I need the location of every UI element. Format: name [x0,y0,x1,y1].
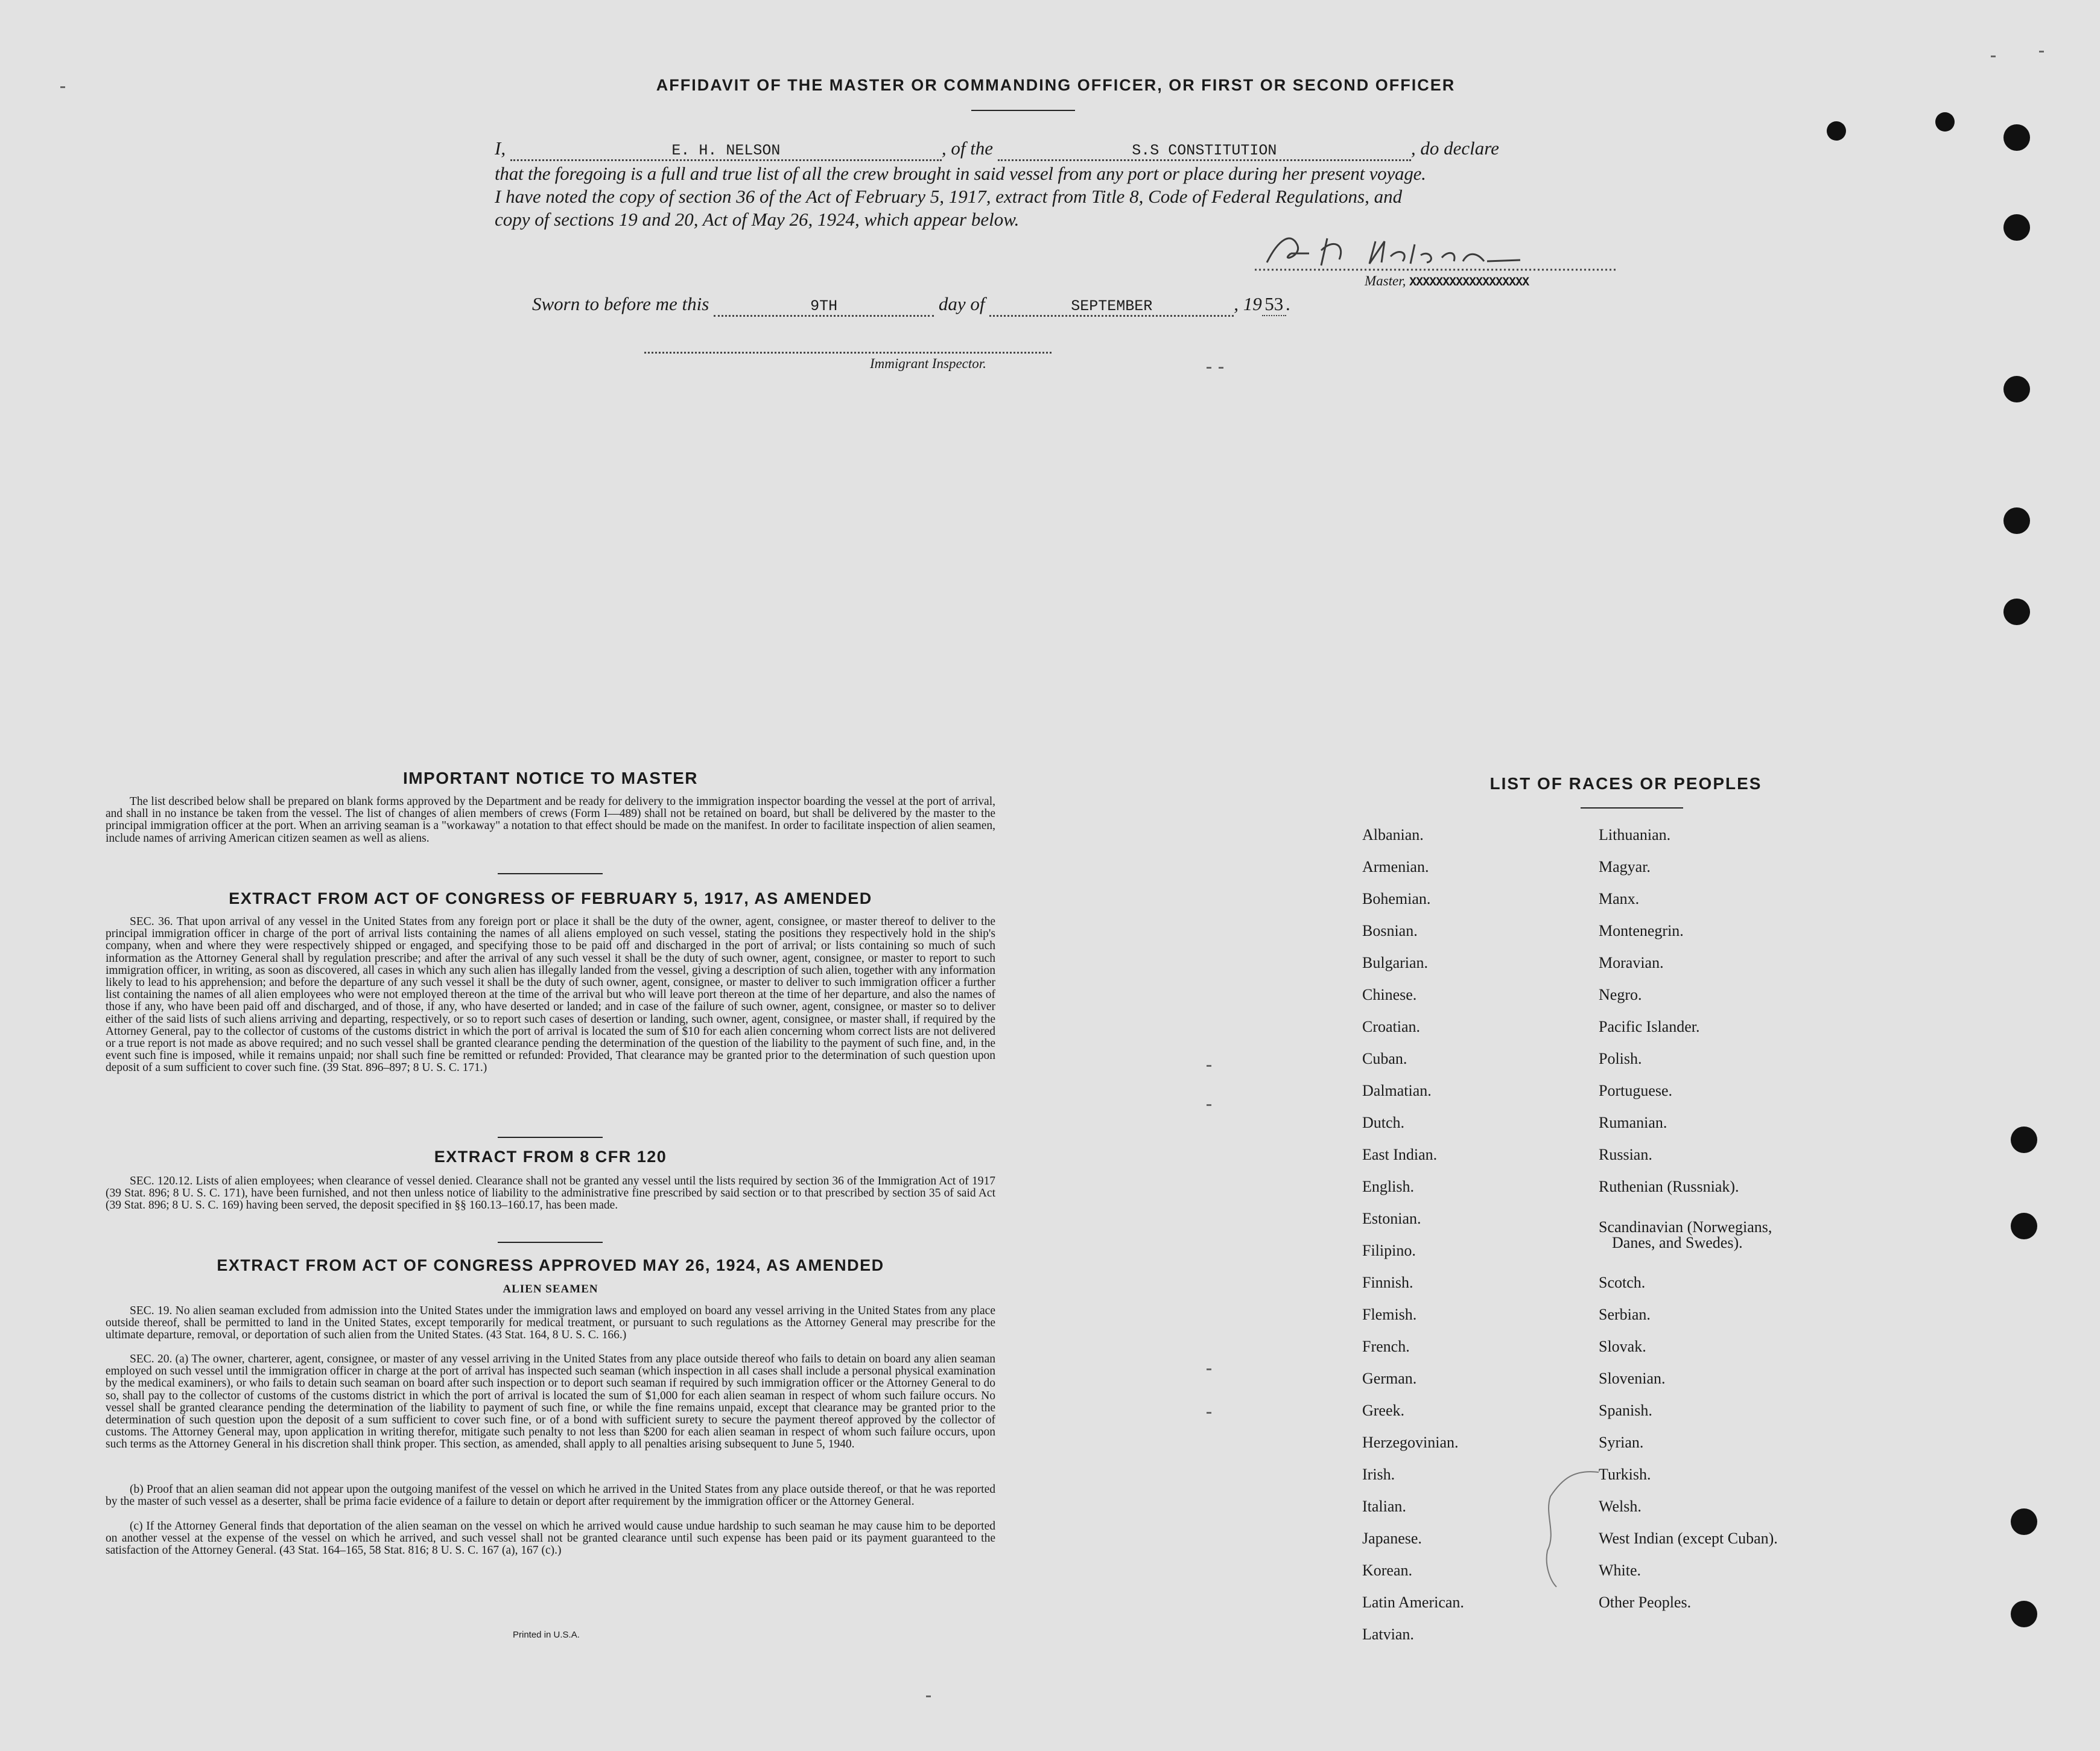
race-right-item: Negro. [1599,986,1642,1003]
race-left-item: Bohemian. [1362,890,1431,907]
binder-hole [2011,1601,2037,1627]
binder-hole [2003,214,2030,241]
speck [1207,367,1211,369]
printed-in-usa: Printed in U.S.A. [513,1630,580,1640]
extract-1924-sec19: SEC. 19. No alien seaman excluded from admission into the United States under the immigration laws and employed on board any vessel arriving in the United States from any place outside thereof, shall be permitted to land in the United States, except temporarily for medical treatment, or pursuant to such regulations as the Attorney General may prescribe for the ultimate departure, removal, or deportation of such alien from the United States. (43 Stat. 164, 8 U. S. C. 166.) [106,1305,995,1342]
race-left-item: German. [1362,1370,1417,1387]
race-left-item: Italian. [1362,1498,1406,1515]
race-left-item: Irish. [1362,1466,1395,1483]
race-right-item: Other Peoples. [1599,1594,1692,1611]
extract-cfr-rule [498,1242,603,1243]
speck [1207,1065,1211,1067]
race-right-item: Scandinavian (Norwegians, [1599,1218,1772,1236]
extract-1917-title: EXTRACT FROM ACT OF CONGRESS OF FEBRUARY 5, 1917, AS AMENDED [229,889,872,907]
race-right-item: Turkish. [1599,1466,1651,1483]
affidavit-i: I, [495,138,506,159]
race-right-item: Ruthenian (Russniak). [1599,1178,1739,1195]
of-the-label: , of the [941,138,994,159]
speck [60,86,65,88]
sworn-prefix: Sworn to before me this [532,293,709,314]
speck [1207,1104,1211,1106]
year-prefix: , 19 [1234,293,1262,314]
notice-rule [498,873,603,874]
race-left-item: Bosnian. [1362,922,1418,939]
race-left-item: Latvian. [1362,1625,1414,1643]
race-left-item: Japanese. [1362,1530,1422,1547]
speck [926,1695,931,1697]
extract-1917-body: SEC. 36. That upon arrival of any vessel in the United States from any foreign port or place it shall be the duty of the owner, agent, consignee, or master thereof to deliver to the principal immigration officer in charge of the port of arrival lists containing the names of all aliens employed on such vessel, stating the positions they respectively hold in the ship's company, when and where they were respectively shipped or engaged, and specifying those to be paid off and discharged in the port of arrival; or lists containing so much of such information as the Attorney General shall by regulation prescribe; and after the arrival of any such vessel it shall be the duty of such owner, agent, consignee, or master to report to such immigration officer, in writing, as soon as discovered, all cases in which any such alien has illegally landed from the vessel, giving a description of such alien, together with any information likely to lead to his apprehension; and before the departure of any such vessel it shall be the duty of such owner, agent, consignee, or master to deliver to such immigration officer a further list containing the names of all alien employees who were not employed thereon at the time of the arrival but who will leave port thereon at the time of her departure, and also the names of those if any, who have been paid off and discharged, and of those, if any, who have deserted or landed; and in case of the failure of such owner, agent, consignee, or master so to deliver either of the said lists of such aliens arriving and departing, respectively, or so to report such cases of desertion or landing, such owner, agent, consignee, or master shall, if required by the Attorney General, pay to the collector of customs of the customs district in which the port of arrival is located the sum of $10 for each alien concerning whom correct lists are not delivered or a true report is not made as above required; and no such vessel shall be granted clearance pending the determination of the question of the liability to the payment of such fine, and, in the event such fine is imposed, while it remains unpaid; nor shall such fine be remitted or refunded: Provided, That clearance may be granted prior to the determination of such question upon deposit of a sum sufficient to cover such fine. (39 Stat. 896–897; 8 U. S. C. 171.) [106,915,995,1075]
binder-hole [2003,599,2030,625]
race-right-item: Manx. [1599,890,1640,907]
race-left-item: French. [1362,1338,1410,1355]
sworn-month-field: SEPTEMBER [989,297,1234,317]
extract-1924-subtitle: ALIEN SEAMEN [503,1283,598,1295]
race-right-item: Moravian. [1599,954,1664,971]
race-right-item: White. [1599,1562,1642,1579]
race-right-item: Slovenian. [1599,1370,1666,1387]
affidavit-line-1 [495,138,1623,161]
race-right-item: West Indian (except Cuban). [1599,1530,1778,1547]
binder-hole [2011,1213,2037,1239]
race-left-item: East Indian. [1362,1146,1438,1163]
binder-hole [2003,507,2030,534]
race-left-item: Finnish. [1362,1274,1413,1291]
extract-cfr-title: EXTRACT FROM 8 CFR 120 [434,1148,667,1166]
races-rule [1581,807,1683,809]
sworn-line [532,293,1660,317]
race-left-item: Herzegovinian. [1362,1434,1459,1451]
race-right-item: Danes, and Swedes). [1612,1234,1743,1251]
master-signature [1255,226,1617,275]
affidavit-line-3: I have noted the copy of section 36 of the Act of February 5, 1917, extract from Title 8, Code of Federal Regulations, and [495,186,1403,207]
speck [1207,1412,1211,1414]
race-left-item: Dutch. [1362,1114,1405,1131]
binder-hole [2011,1508,2037,1535]
race-left-item: Albanian. [1362,826,1424,844]
title-rule [971,110,1075,111]
race-right-item: Polish. [1599,1050,1642,1067]
notice-body: The list described below shall be prepared on blank forms approved by the Department and be ready for delivery to the immigration inspector boarding the vessel at the port of arrival, and shall in no instance be taken from the vessel. The list of changes of alien members of crews (Form I—489) shall not be retained on board, but shall be delivered by the master to the principal immigration officer at the port. When an arriving seaman is a "workaway" a notation to that effect should be made on the manifest. In order to facilitate inspection of alien seamen, include names of arriving American citizen seamen as well as aliens. [106,795,995,845]
speck [1219,367,1223,369]
race-left-item: Latin American. [1362,1594,1464,1611]
notice-title: IMPORTANT NOTICE TO MASTER [402,769,699,787]
race-left-item: Chinese. [1362,986,1417,1003]
binder-hole [1935,112,1955,132]
affidavit-title: AFFIDAVIT OF THE MASTER OR COMMANDING OFFICER, OR FIRST OR SECOND OFFICER [656,76,1456,94]
binder-hole [2011,1127,2037,1153]
binder-hole [1827,121,1846,141]
extract-1924-sec20b: (b) Proof that an alien seaman did not appear upon the outgoing manifest of the vessel on which he arrived in the United States from any place outside thereof, or that he was reported by the master of such vessel as a deserter, shall be prima facie evidence of a failure to detain or deport after requirement by the immigration officer or the Attorney General. [106,1483,995,1508]
officer-name-field: E. H. NELSON [510,142,942,161]
race-left-item: Croatian. [1362,1018,1421,1035]
sworn-day-field: 9TH [714,297,934,317]
race-right-item: Lithuanian. [1599,826,1671,844]
pencil-mark [1538,1460,1605,1593]
binder-hole [2003,376,2030,402]
race-right-item: Rumanian. [1599,1114,1667,1131]
year-end: . [1286,293,1291,314]
struck-title: XXXXXXXXXXXXXXXXXX [1409,276,1529,290]
extract-cfr-body: SEC. 120.12. Lists of alien employees; when clearance of vessel denied. Clearance shall not be granted any vessel until the lists required by section 36 of the Immigration Act of 1917 (39 Stat. 896; 8 U. S. C. 171), have been furnished, and not then unless notice of liability to the administrative fine prescribed by said section or to that prescribed by section 35 of said Act (39 Stat. 896; 8 U. S. C. 169) having been served, the deposit specified in §§ 160.13–160.17, has been made. [106,1175,995,1212]
race-left-item: English. [1362,1178,1414,1195]
speck [1991,56,1996,57]
master-label [1365,273,1529,290]
binder-hole [2003,124,2030,151]
race-left-item: Dalmatian. [1362,1082,1432,1099]
extract-1924-sec20c: (c) If the Attorney General finds that deportation of the alien seaman on the vessel on which he arrived would cause undue hardship to such seaman he may cause him to be deported on another vessel at the expense of the vessel on which he arrived, and such vessel shall not be granted clearance until such expense has been paid or its payment guaranteed to the satisfaction of the Attorney General. (43 Stat. 164–165, 58 Stat. 816; 8 U. S. C. 167 (a), 167 (c).) [106,1520,995,1557]
extract-1924-title: EXTRACT FROM ACT OF CONGRESS APPROVED MAY 26, 1924, AS AMENDED [217,1256,884,1274]
race-left-item: Cuban. [1362,1050,1407,1067]
extract-1917-rule [498,1137,603,1138]
race-left-item: Greek. [1362,1402,1405,1419]
race-right-item: Serbian. [1599,1306,1651,1323]
race-left-item: Filipino. [1362,1242,1416,1259]
do-declare-label: , do declare [1410,138,1499,159]
speck [1207,1368,1211,1370]
race-left-item: Armenian. [1362,858,1429,876]
race-right-item: Syrian. [1599,1434,1644,1451]
speck [2039,51,2044,52]
race-left-item: Bulgarian. [1362,954,1429,971]
race-right-item: Portuguese. [1599,1082,1673,1099]
race-right-item: Welsh. [1599,1498,1642,1515]
affidavit-line-2: that the foregoing is a full and true list of all the crew brought in said vessel from any port or place during her present voyage. [495,163,1426,184]
affidavit-line-4: copy of sections 19 and 20, Act of May 26, 1924, which appear below. [495,209,1020,230]
day-of-label: day of [938,293,985,314]
master-title: Master, [1365,273,1406,288]
extract-1924-sec20a: SEC. 20. (a) The owner, charterer, agent, consignee, or master of any vessel arriving in the United States from any place outside thereof who fails to detain on board any alien seaman employed on such vessel until the immigration officer in charge at the port of arrival has inspected such seaman (which inspection in all cases shall include a personal physical examination by the medical examiners), or who fails to detain such seaman on board after such inspection or to deport such seaman if required by such immigration officer or the Attorney General to do so, shall pay to the collector of customs of the customs district in which the port of arrival is located the sum of $1,000 for each alien seaman in respect of whom such failure occurs. No vessel shall be granted clearance pending the determination of the liability to payment of such fine, or while the fine remains unpaid, except that clearance may be granted prior to the determination of such question upon the deposit of a sum sufficient to cover such fine, or of a bond with sufficient surety to secure the payment thereof approved by the collector of customs. The Attorney General may, upon application in writing therefor, mitigate such penalty to not less than $200 for each alien seaman in respect of whom such failure occurs, upon such terms as the Attorney General in his discretion shall think proper. This section, as amended, shall apply to all penalties arising subsequent to June 5, 1940. [106,1353,995,1451]
race-right-item: Scotch. [1599,1274,1646,1291]
race-right-item: Slovak. [1599,1338,1646,1355]
inspector-label: Immigrant Inspector. [870,356,986,371]
race-left-item: Korean. [1362,1562,1413,1579]
race-left-item: Flemish. [1362,1306,1417,1323]
race-right-item: Magyar. [1599,858,1651,876]
race-right-item: Pacific Islander. [1599,1018,1700,1035]
vessel-name-field: S.S CONSTITUTION [998,142,1411,161]
inspector-signature-line [644,352,1052,354]
race-right-item: Russian. [1599,1146,1652,1163]
race-right-item: Montenegrin. [1599,922,1684,939]
sworn-year-field: 53 [1262,293,1286,316]
races-title: LIST OF RACES OR PEOPLES [1489,774,1762,793]
race-right-item: Spanish. [1599,1402,1652,1419]
race-left-item: Estonian. [1362,1210,1421,1227]
